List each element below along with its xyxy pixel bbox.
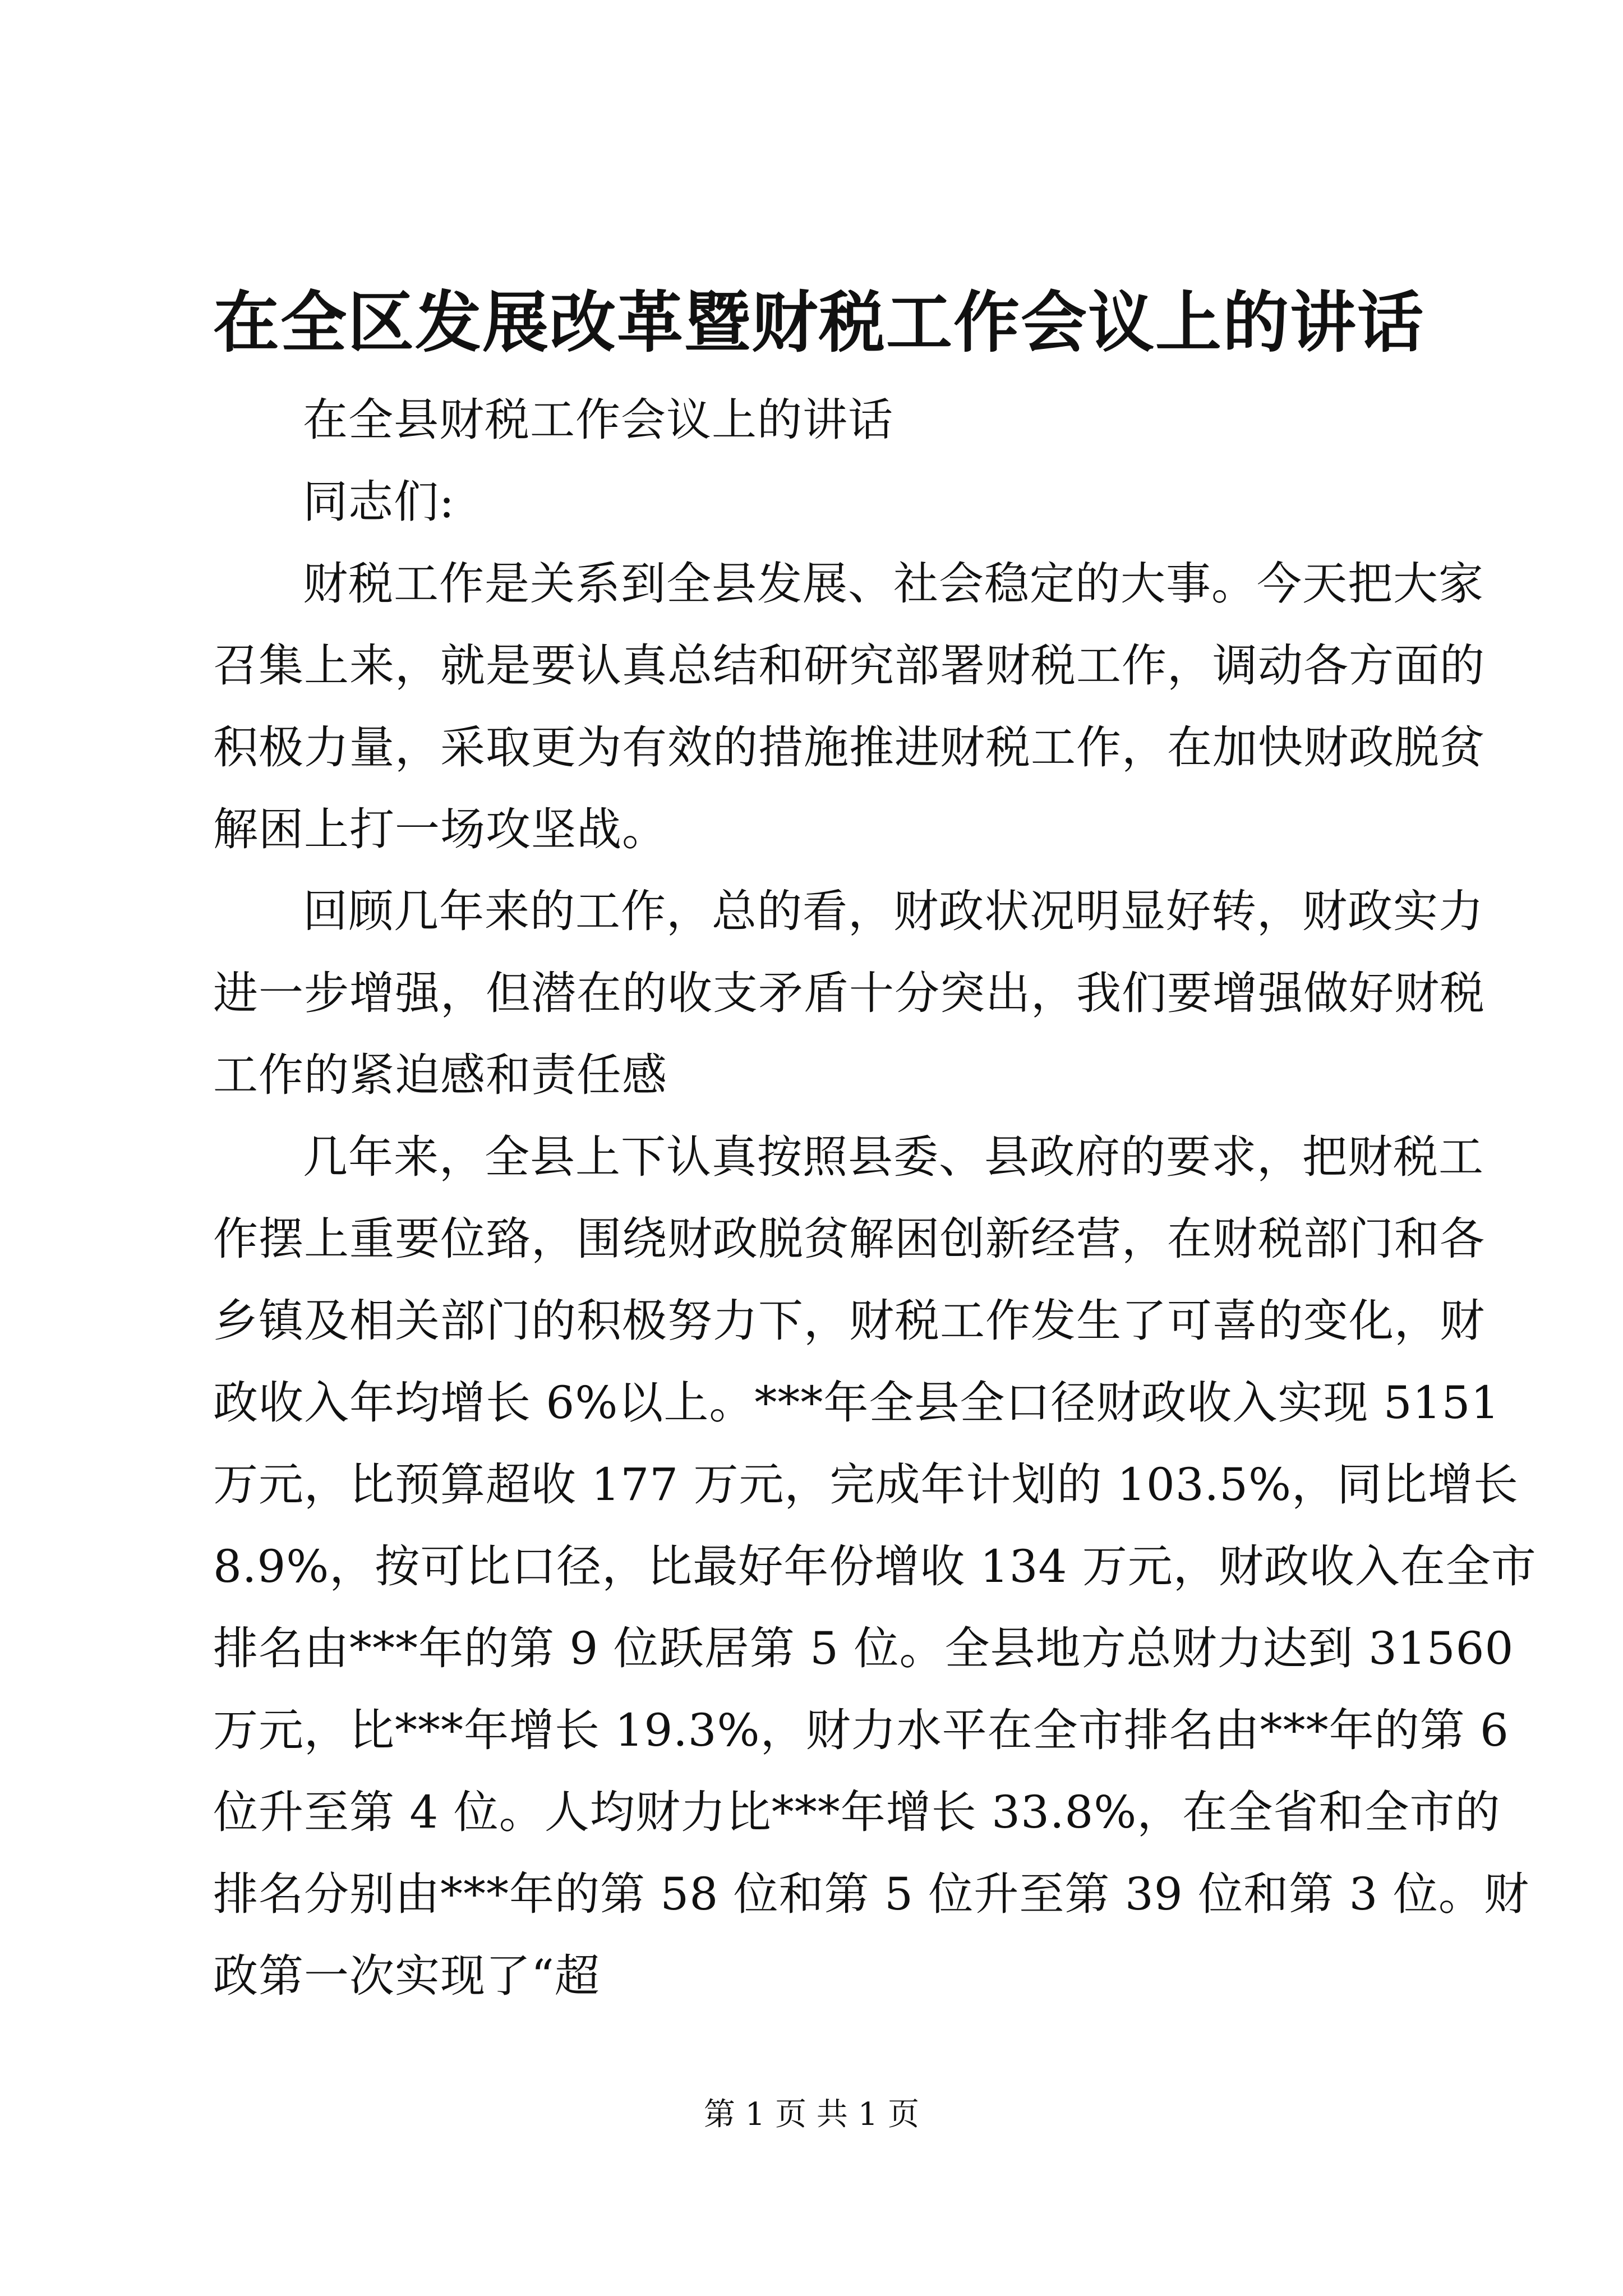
paragraph-line: 万元，比***年增长 19.3%，财力水平在全市排名由***年的第 6: [213, 1704, 1509, 1756]
document-title: 在全区发展改革暨财税工作会议上的讲话: [213, 283, 1425, 361]
paragraph-line: 排名由***年的第 9 位跃居第 5 位。全县地方总财力达到 31560: [213, 1622, 1514, 1674]
paragraph-line: 位升至第 4 位。人均财力比***年增长 33.8%，在全省和全市的: [213, 1786, 1501, 1838]
paragraph-line: 作摆上重要位臵，围绕财政脱贫解困创新经营，在财税部门和各: [213, 1213, 1485, 1265]
paragraph-line: 乡镇及相关部门的积极努力下，财税工作发生了可喜的变化，财: [213, 1295, 1485, 1347]
page-footer: 第 1 页 共 1 页: [703, 2096, 920, 2133]
paragraph-line: 召集上来，就是要认真总结和研究部署财税工作，调动各方面的: [213, 639, 1485, 692]
paragraph-line: 解困上打一场攻坚战。: [213, 803, 667, 855]
paragraph-line: 同志们:: [303, 476, 455, 528]
paragraph-line: 回顾几年来的工作，总的看，财政状况明显好转，财政实力: [303, 885, 1484, 937]
document-body: [213, 379, 1537, 2017]
paragraph-line: 工作的紧迫感和责任感: [213, 1049, 667, 1101]
paragraph-line: 进一步增强，但潜在的收支矛盾十分突出，我们要增强做好财税: [213, 967, 1485, 1019]
paragraph-line: 万元，比预算超收 177 万元，完成年计划的 103.5%，同比增长: [213, 1458, 1519, 1511]
paragraph-line: 积极力量，采取更为有效的措施推进财税工作，在加快财政脱贫: [213, 721, 1485, 774]
paragraph-line: 在全县财税工作会议上的讲话: [303, 394, 893, 446]
paragraph-line: 政收入年均增长 6%以上。***年全县全口径财政收入实现 5151: [213, 1377, 1500, 1429]
paragraph-line: 政第一次实现了“超: [213, 1950, 600, 2002]
paragraph-line: 几年来，全县上下认真按照县委、县政府的要求，把财税工: [303, 1131, 1484, 1183]
paragraph-line: 财税工作是关系到全县发展、社会稳定的大事。今天把大家: [303, 558, 1484, 610]
paragraph-line: 8.9%，按可比口径，比最好年份增收 134 万元，财政收入在全市: [213, 1540, 1537, 1593]
paragraph-line: 排名分别由***年的第 58 位和第 5 位升至第 39 位和第 3 位。财: [213, 1868, 1529, 1920]
